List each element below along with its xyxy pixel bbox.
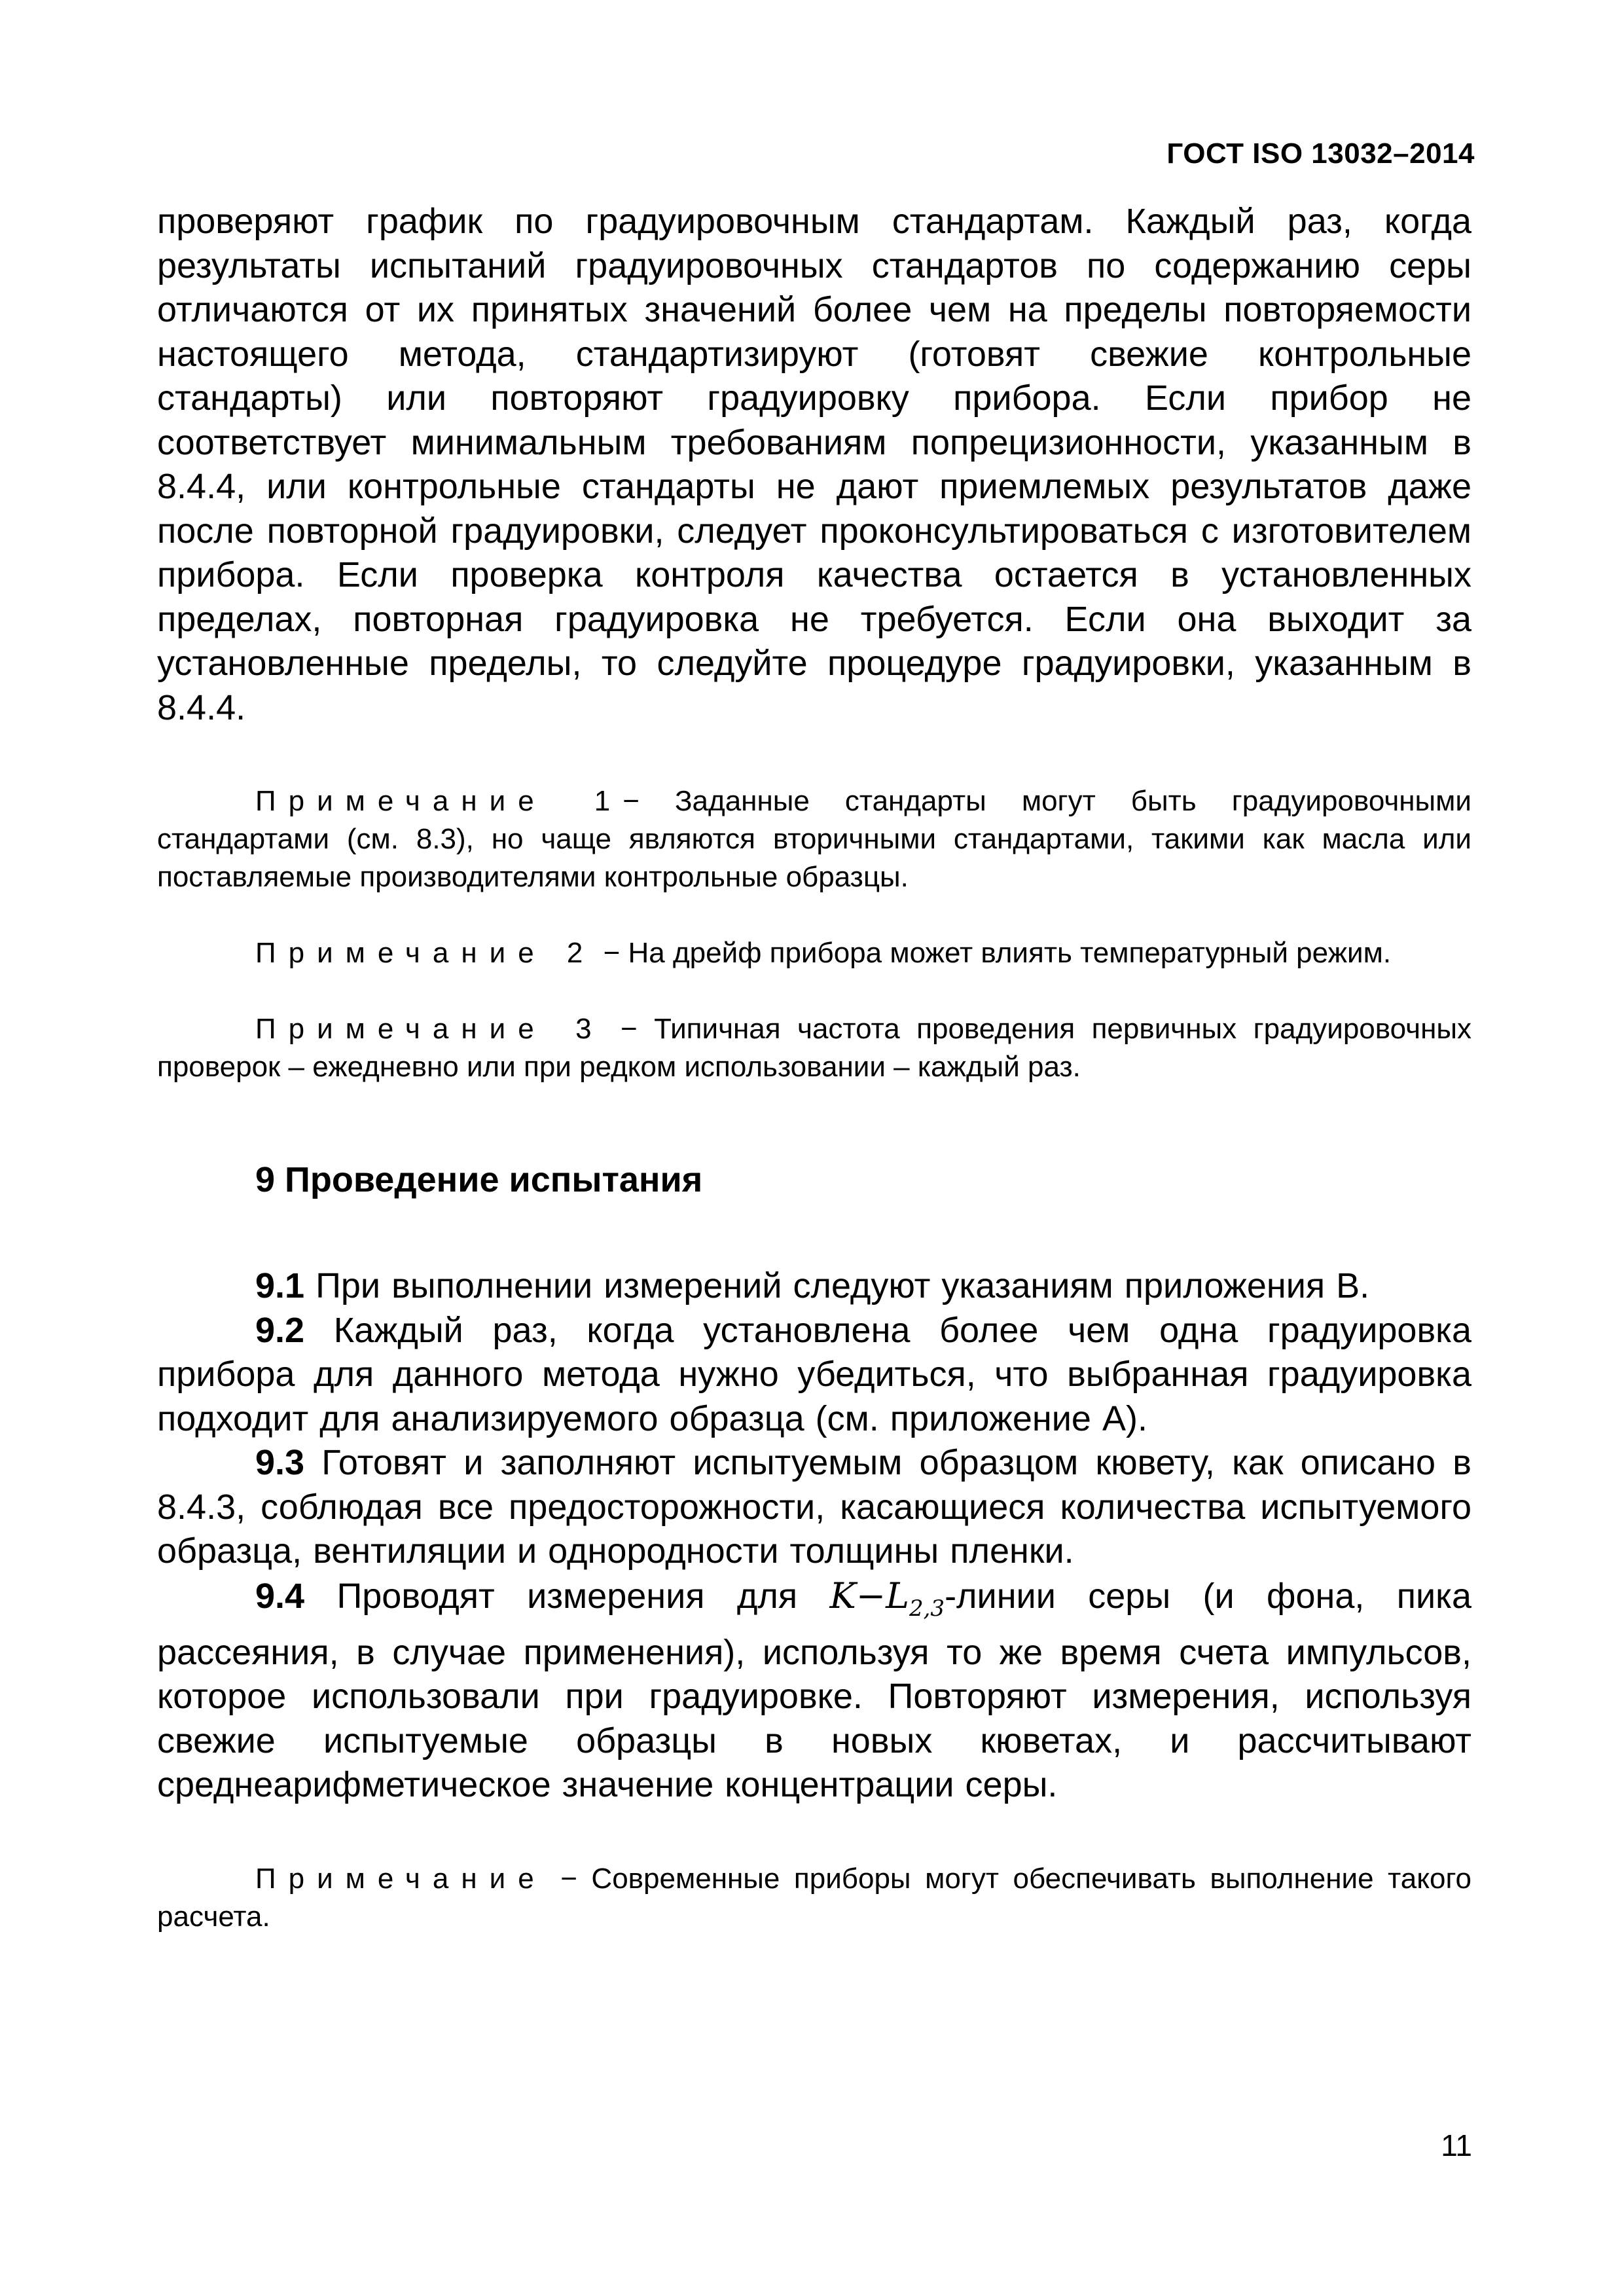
clause-number: 9.1 (255, 1266, 305, 1305)
note-text: На дрейф прибора может влиять температурный режим. (628, 937, 1392, 969)
clause-9-4 (157, 1574, 1471, 1808)
clause-9-2 (157, 1309, 1471, 1442)
note-text: Современные приборы могут обеспечивать выполнение такого расчета. (157, 1862, 1471, 1933)
intro-paragraph: проверяют график по градуировочным стандартам. Каждый раз, когда результаты испытаний градуировочных стандартов по содержанию серы отличаются от их принятых значений более чем на пределы повторяемости настоящего метода, стандартизируют (готовят свежие контрольные стандарты) или повторяют градуировку прибора. Если прибор не соответствует минимальным требованиям попрецизионности, указанным в 8.4.4, или контрольные стандарты не дают приемлемых результатов даже после повторной градуировки, следует проконсультироваться с изготовителем прибора. Если проверка контроля качества остается в установленных пределах, повторная градуировка не требуется. Если она выходит за установленные пределы, то следуйте процедуре градуировки, указанным в 8.4.4. (157, 202, 1471, 727)
note-label: Примечание 2 (255, 937, 596, 969)
clause-text: Каждый раз, когда установлена более чем одна градуировка прибора для данного метода нужно убедиться, что выбранная градуировка подходит для анализируемого образца (см. приложение А). (157, 1310, 1471, 1438)
document-header: ГОСТ ISO 13032–2014 (1166, 137, 1475, 170)
formula-k-l (829, 1575, 945, 1622)
formula-subscript: 2,3 (909, 1595, 945, 1622)
clause-text: -линии серы (и фона, пика рассеяния, в случае применения), используя то же время счета импульсов, которое использовали при градуировке. Повторяют измерения, используя свежие испытуемые образцы в новых кюветах, и рассчитывают среднеарифметическое значение концентрации серы. (157, 1576, 1471, 1805)
clause-number: 9.4 (255, 1576, 305, 1616)
note-separator: − (595, 937, 628, 969)
page-number: 11 (1441, 2128, 1472, 2162)
clause-number: 9.2 (255, 1310, 305, 1350)
note-label: Примечание 3 (255, 1013, 604, 1045)
note-3 (157, 1010, 1471, 1086)
note-separator: − (604, 1013, 655, 1045)
note-text: Типичная частота проведения первичных градуировочных проверок – ежедневно или при редком использовании – каждый раз. (157, 1013, 1472, 1083)
note-1 (157, 782, 1471, 896)
note-2 (157, 934, 1471, 972)
clause-text: Готовят и заполняют испытуемым образцом кювету, как описано в 8.4.3, соблюдая все предосторожности, касающиеся количества испытуемого образца, вентиляции и однородности толщины пленки. (157, 1443, 1471, 1571)
clause-number: 9.3 (255, 1443, 305, 1482)
note-label: Примечание (255, 1862, 547, 1895)
section-note (157, 1860, 1471, 1936)
note-separator: − (623, 785, 675, 817)
formula-main: K−L (829, 1575, 909, 1616)
section-title: 9 Проведение испытания (255, 1160, 703, 1199)
clause-text: Проводят измерения для (304, 1576, 830, 1616)
note-text: Заданные стандарты могут быть градуировочными стандартами (см. 8.3), но чаще являются вторичными стандартами, такими как масла или поставляемые производителями контрольные образцы. (157, 785, 1471, 893)
note-label: Примечание 1 (255, 785, 623, 817)
clause-9-1 (157, 1264, 1471, 1309)
page-content (157, 200, 1471, 1936)
clause-text: При выполнении измерений следуют указаниям приложения В. (304, 1266, 1370, 1305)
clause-9-3 (157, 1441, 1471, 1574)
note-separator: − (546, 1862, 592, 1895)
